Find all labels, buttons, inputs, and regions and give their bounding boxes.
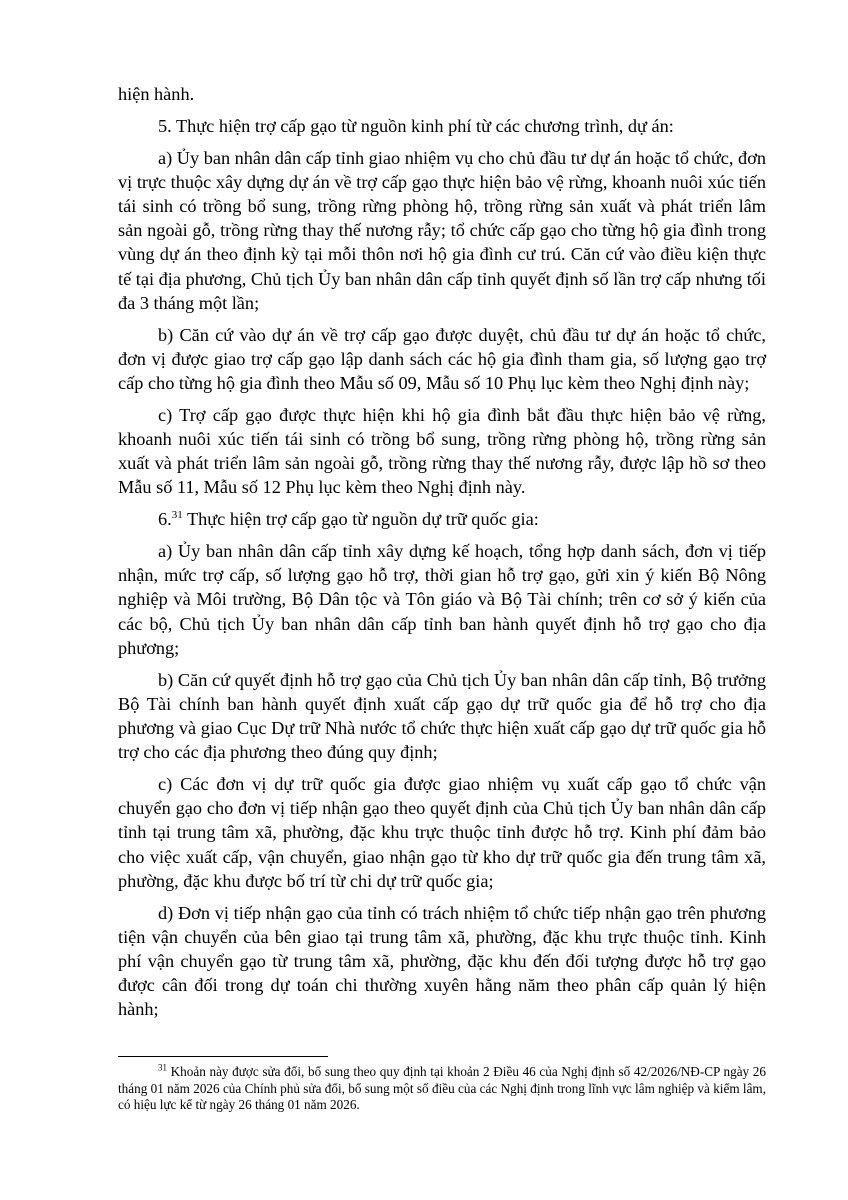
section-6-item-a: a) Ủy ban nhân dân cấp tỉnh xây dựng kế hoạch, tổng hợp danh sách, đơn vị tiếp nhận, mức trợ cấp, số lượng gạo hỗ trợ, thời gian hỗ trợ gạo, gửi xin ý kiến Bộ Nông nghiệp và Môi trường, Bộ Dân tộc và Tôn giáo và Bộ Tài chính; trên cơ sở ý kiến của các bộ, Chủ tịch Ủy ban nhân dân cấp tỉnh ban hành quyết định hỗ trợ gạo cho địa phương; — [118, 541, 766, 658]
footnote-separator — [118, 1056, 328, 1057]
paragraph-continuation: hiện hành. — [118, 84, 195, 104]
section-6-item-d: d) Đơn vị tiếp nhận gạo của tỉnh có trách nhiệm tổ chức tiếp nhận gạo trên phương tiện vận chuyển của bên giao tại trung tâm xã, phường, đặc khu trực thuộc tỉnh. Kinh phí vận chuyển gạo từ trung tâm xã, phường, đặc khu đến đối tượng được hỗ trợ gạo được cân đối trong dự toán chi thường xuyên hằng năm theo phân cấp quản lý hiện hành; — [118, 902, 766, 1020]
footnote-number: 31 — [158, 1062, 167, 1073]
section-6-item-c: c) Các đơn vị dự trữ quốc gia được giao nhiệm vụ xuất cấp gạo tổ chức vận chuyển gạo cho đơn vị tiếp nhận gạo theo quyết định của Chủ tịch Ủy ban nhân dân cấp tỉnh tại trung tâm xã, phường, đặc khu trực thuộc tỉnh được hỗ trợ. Kinh phí đảm bảo cho việc xuất cấp, vận chuyển, giao nhận gạo từ kho dự trữ quốc gia đến trung tâm xã, phường, đặc khu được bố trí từ chi dự trữ quốc gia; — [118, 774, 766, 891]
section-5-item-a: a) Ủy ban nhân dân cấp tỉnh giao nhiệm vụ cho chủ đầu tư dự án hoặc tổ chức, đơn vị trực thuộc xây dựng dự án về trợ cấp gạo thực hiện bảo vệ rừng, khoanh nuôi xúc tiến tái sinh có trồng bổ sung, trồng rừng phòng hộ, trồng rừng sản xuất và phát triển lâm sản ngoài gỗ, trồng rừng thay thế nương rẫy; tổ chức cấp gạo cho từng hộ gia đình trong vùng dự án theo định kỳ tại mỗi thôn nơi hộ gia đình cư trú. Căn cứ vào điều kiện thực tế tại địa phương, Chủ tịch Ủy ban nhân dân cấp tỉnh quyết định số lần trợ cấp nhưng tối đa 3 tháng một lần; — [118, 147, 766, 313]
section-5-item-b: b) Căn cứ vào dự án về trợ cấp gạo được duyệt, chủ đầu tư dự án hoặc tổ chức, đơn vị được giao trợ cấp gạo lập danh sách các hộ gia đình tham gia, số lượng gạo trợ cấp cho từng hộ gia đình theo Mẫu số 09, Mẫu số 10 Phụ lục kèm theo Nghị định này; — [118, 324, 766, 394]
section-5-item-c: c) Trợ cấp gạo được thực hiện khi hộ gia đình bắt đầu thực hiện bảo vệ rừng, khoanh nuôi xúc tiến tái sinh có trồng bổ sung, trồng rừng phòng hộ, trồng rừng sản xuất và phát triển lâm sản ngoài gỗ, trồng rừng thay thế nương rẫy, được lập hồ sơ theo Mẫu số 11, Mẫu số 12 Phụ lục kèm theo Nghị định này. — [118, 404, 766, 498]
section-6-number: 6. — [158, 509, 172, 530]
footnote-text: Khoản này được sửa đổi, bổ sung theo quy định tại khoản 2 Điều 46 của Nghị định số 42/2026/NĐ-CP ngày 26 tháng 01 năm 2026 của Chính phủ sửa đổi, bổ sung một số điều của các Nghị định trong lĩnh vực lâm nghiệp và kiểm lâm, có hiệu lực kể từ ngày 26 tháng 01 năm 2026. — [118, 1064, 766, 1113]
section-5-heading: 5. Thực hiện trợ cấp gạo từ nguồn kinh phí từ các chương trình, dự án: — [158, 115, 674, 136]
section-6-title: Thực hiện trợ cấp gạo từ nguồn dự trữ quốc gia: — [182, 509, 539, 530]
section-6-heading — [118, 507, 766, 531]
document-body — [118, 82, 766, 1029]
footnote — [118, 1064, 766, 1114]
footnote-reference[interactable]: 31 — [171, 509, 183, 522]
section-6-item-b: b) Căn cứ quyết định hỗ trợ gạo của Chủ tịch Ủy ban nhân dân cấp tỉnh, Bộ trưởng Bộ Tài chính ban hành quyết định xuất cấp gạo dự trữ quốc gia để hỗ trợ cho địa phương và giao Cục Dự trữ Nhà nước tổ chức thực hiện xuất cấp gạo dự trữ quốc gia hỗ trợ cho các địa phương theo đúng quy định; — [118, 669, 766, 763]
